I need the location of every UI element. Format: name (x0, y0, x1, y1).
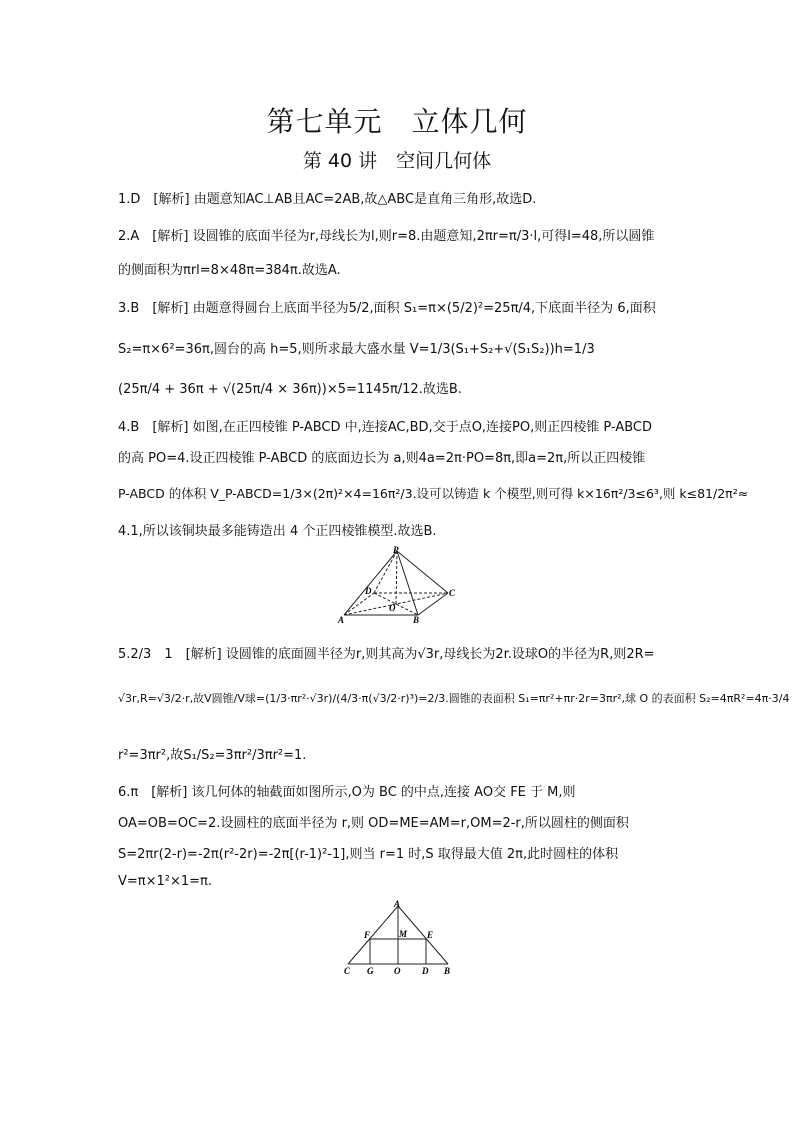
vertex-label: O (394, 966, 401, 976)
answer-line: (25π/4 + 36π + √(25π/4 × 36π))×5=1145π/12.故选B. (118, 382, 462, 397)
answer-line: 4.1,所以该铜块最多能铸造出 4 个正四棱锥模型.故选B. (118, 524, 437, 539)
vertex-label: D (365, 586, 372, 596)
answer-line: 1.D [解析] 由题意知AC⊥AB且AC=2AB,故△ABC是直角三角形,故选D. (118, 192, 537, 207)
vertex-label: M (399, 929, 408, 939)
vertex-label: C (449, 588, 456, 598)
vertex-label: D (422, 966, 429, 976)
vertex-label: B (413, 615, 420, 625)
answer-line: r²=3πr²,故S₁/S₂=3πr²/3πr²=1. (118, 748, 307, 763)
answer-line: √3r,R=√3/2·r,故V圆锥/V球=(1/3·πr²·√3r)/(4/3·π(√3/2·r)³)=2/3.圆锥的表面积 S₁=πr²+πr·2r=3πr²,球 O 的表面积 S₂=4πR²=4π·3/4 (118, 692, 790, 705)
vertex-label: O (389, 603, 396, 613)
page-title: 第七单元 立体几何 (266, 105, 528, 138)
answer-line: OA=OB=OC=2.设圆柱的底面半径为 r,则 OD=ME=AM=r,OM=2-r,所以圆柱的侧面积 (118, 816, 629, 831)
vertex-label: A (394, 899, 401, 909)
answer-line: 6.π [解析] 该几何体的轴截面如图所示,O为 BC 的中点,连接 AO交 FE 于 M,则 (118, 785, 576, 800)
answer-line: 的高 PO=4.设正四棱锥 P-ABCD 的底面边长为 a,则4a=2π·PO=8π,即a=2π,所以正四棱锥 (118, 451, 646, 466)
vertex-label: B (444, 966, 451, 976)
answer-line: 4.B [解析] 如图,在正四棱锥 P-ABCD 中,连接AC,BD,交于点O,连接PO,则正四棱锥 P-ABCD (118, 420, 653, 435)
answer-line: V=π×1²×1=π. (118, 874, 213, 889)
answer-line: 的侧面积为πrl=8×48π=384π.故选A. (118, 263, 341, 278)
answer-line: S₂=π×6²=36π,圆台的高 h=5,则所求最大盛水量 V=1/3(S₁+S₂+√(S₁S₂))h=1/3 (118, 342, 595, 357)
answer-line: 5.2/3 1 [解析] 设圆锥的底面圆半径为r,则其高为√3r,母线长为2r.设球O的半径为R,则2R= (118, 647, 655, 662)
pyramid-figure (334, 545, 464, 627)
vertex-label: E (427, 930, 434, 940)
vertex-label: C (344, 966, 351, 976)
answer-line: S=2πr(2-r)=-2π(r²-2r)=-2π[(r-1)²-1],则当 r=1 时,S 取得最大值 2π,此时圆柱的体积 (118, 847, 619, 862)
vertex-label: G (367, 966, 374, 976)
vertex-label: A (338, 615, 345, 625)
answer-line: 3.B [解析] 由题意得圆台上底面半径为5/2,面积 S₁=π×(5/2)²=25π/4,下底面半径为 6,面积 (118, 301, 656, 316)
answer-line: P-ABCD 的体积 V_P-ABCD=1/3×(2π)²×4=16π²/3.设可以铸造 k 个模型,则可得 k×16π²/3≤6³,则 k≤81/2π²≈ (118, 486, 749, 501)
vertex-label: P (393, 545, 399, 555)
lecture-title: 第 40 讲 空间几何体 (302, 150, 492, 172)
vertex-label: F (364, 930, 371, 940)
answer-line: 2.A [解析] 设圆锥的底面半径为r,母线长为l,则r=8.由题意知,2πr=π/3·l,可得l=48,所以圆锥 (118, 229, 655, 244)
axial-section-figure (336, 898, 460, 978)
